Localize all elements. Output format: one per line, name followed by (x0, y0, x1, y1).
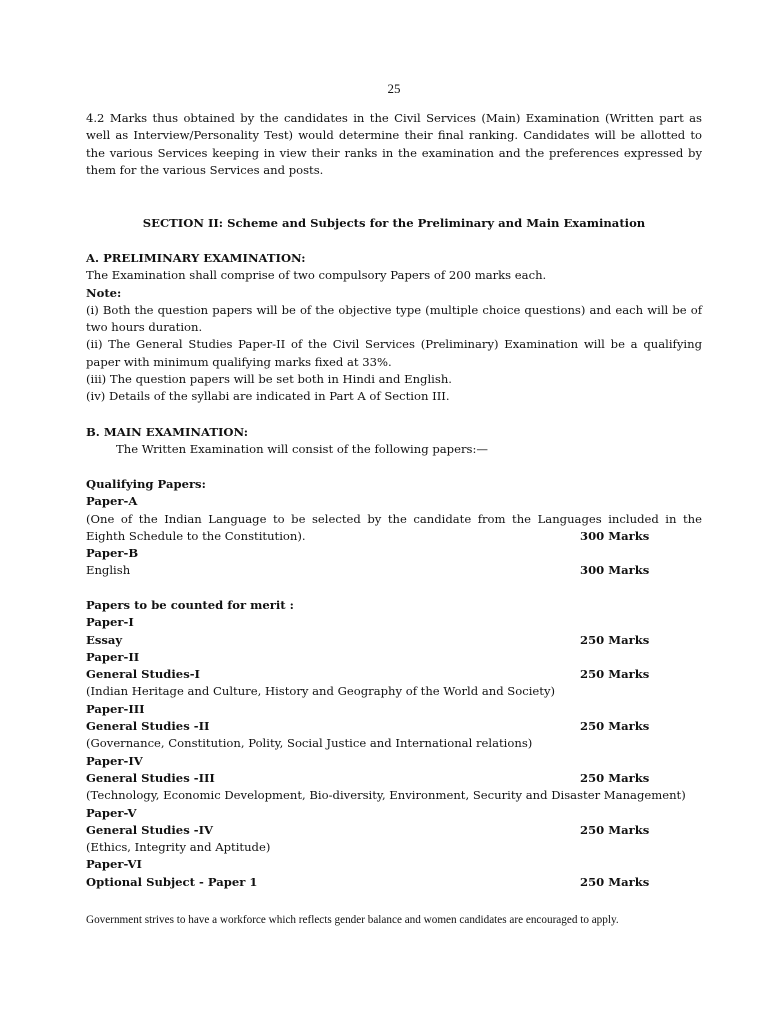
paper-a-label: Paper-A (86, 494, 138, 509)
paper-label: Paper-III (86, 701, 145, 716)
paper-description: (Technology, Economic Development, Bio-diversity, Environment, Security and Disaster Management) (86, 788, 686, 803)
paper-b-description: English (86, 563, 131, 578)
paper-title-row (86, 874, 702, 891)
note-item: (ii) The General Studies Paper-II of the Civil Services (Preliminary) Examination will be a qualifying paper with minimum qualifying marks fixed at 33%. (86, 337, 702, 369)
paragraph-4-2-text: 4.2 Marks thus obtained by the candidates in the Civil Services (Main) Examination (Written part as well as Interview/Personality Test) would determine their final ranking. Candidates will be allotted to the various Services keeping in view their ranks in the examination and the preferences expressed by them for the various Services and posts. (86, 111, 702, 177)
preliminary-intro: The Examination shall comprise of two compulsory Papers of 200 marks each. (86, 268, 547, 283)
paper-marks: 250 Marks (580, 632, 650, 647)
paper-a-description-cont: Eighth Schedule to the Constitution). (86, 528, 306, 543)
paper-label: Paper-IV (86, 753, 143, 768)
paper-title-row (86, 666, 702, 683)
paper-label: Paper-II (86, 649, 140, 664)
paper-title-row (86, 770, 702, 787)
paper-a-row (86, 528, 702, 545)
paper-b-label: Paper-B (86, 546, 139, 561)
paper-title-row (86, 632, 702, 649)
preliminary-section (86, 250, 702, 406)
paper-a-description: (One of the Indian Language to be selected by the candidate from the Languages included in the (86, 511, 702, 526)
main-heading: B. MAIN EXAMINATION: (86, 425, 249, 439)
paper-marks: 250 Marks (580, 874, 650, 889)
paper-label: Paper-V (86, 805, 137, 820)
paper-label: Paper-VI (86, 857, 142, 872)
merit-papers (86, 597, 702, 891)
paper-description: (Governance, Constitution, Polity, Social Justice and International relations) (86, 736, 533, 751)
paper-label: Paper-I (86, 615, 134, 630)
note-label: Note: (86, 285, 122, 300)
paper-a-marks: 300 Marks (580, 528, 650, 543)
paper-title: General Studies -IV (86, 822, 213, 837)
footer-note: Government strives to have a workforce which reflects gender balance and women candidates are encouraged to apply. (86, 914, 619, 926)
note-item: (iv) Details of the syllabi are indicated in Part A of Section III. (86, 389, 450, 404)
paragraph-4-2 (86, 110, 702, 179)
note-item: (iii) The question papers will be set both in Hindi and English. (86, 372, 452, 387)
paper-description: (Indian Heritage and Culture, History and Geography of the World and Society) (86, 684, 556, 699)
paper-title: General Studies -II (86, 719, 210, 734)
paper-b-row (86, 562, 702, 579)
paper-marks: 250 Marks (580, 770, 650, 785)
preliminary-heading: A. PRELIMINARY EXAMINATION: (86, 251, 306, 265)
paper-marks: 250 Marks (580, 719, 650, 734)
merit-heading: Papers to be counted for merit : (86, 598, 294, 612)
paper-title: General Studies-I (86, 667, 200, 682)
paper-title: General Studies -III (86, 770, 215, 785)
qualifying-heading: Qualifying Papers: (86, 477, 206, 491)
paper-description: (Ethics, Integrity and Aptitude) (86, 840, 271, 855)
main-intro: The Written Examination will consist of the following papers:— (116, 442, 488, 457)
paper-title: Essay (86, 632, 123, 647)
note-item: (i) Both the question papers will be of the objective type (multiple choice questions) and each will be of two hours duration. (86, 302, 702, 335)
paper-marks: 250 Marks (580, 667, 650, 682)
paper-marks: 250 Marks (580, 822, 650, 837)
main-section (86, 424, 702, 459)
paper-b-marks: 300 Marks (580, 563, 650, 578)
paper-title: Optional Subject - Paper 1 (86, 874, 258, 889)
page-number: 25 (387, 81, 401, 96)
section-heading: SECTION II: Scheme and Subjects for the Preliminary and Main Examination (142, 216, 646, 230)
qualifying-papers (86, 476, 702, 580)
paper-title-row (86, 718, 702, 735)
paper-title-row (86, 822, 702, 839)
